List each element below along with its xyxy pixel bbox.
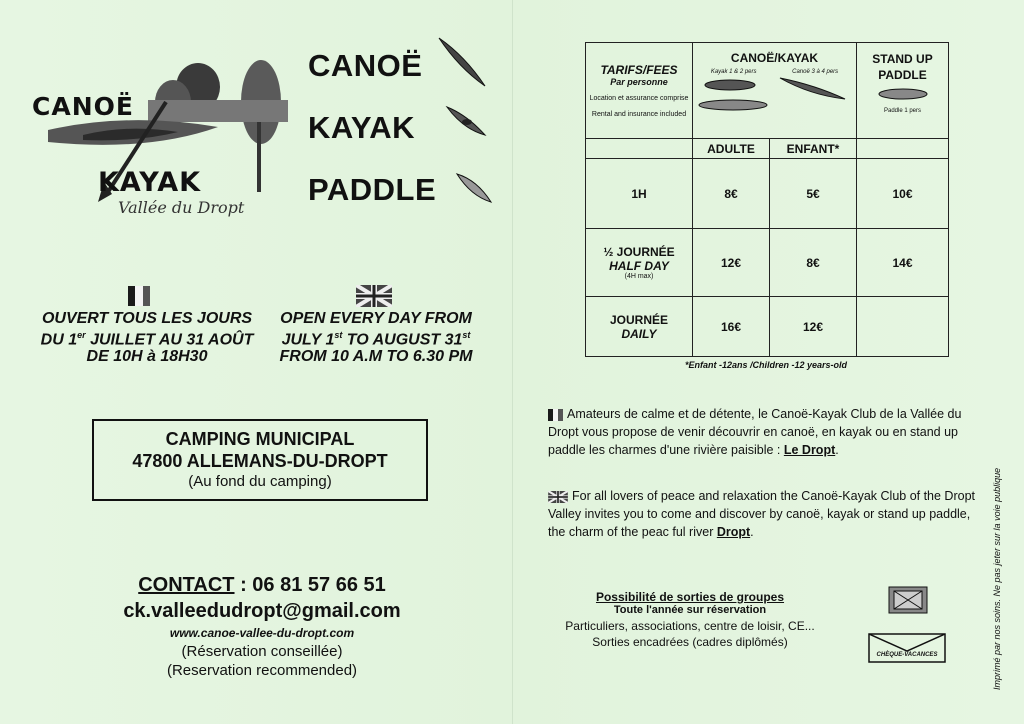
kayak-boat-icon	[445, 105, 490, 140]
opening-en-line3: FROM 10 A.M TO 6.30 PM	[279, 348, 473, 366]
ancv-logo-icon	[888, 586, 928, 614]
sub-canoe-pers: Canoë 3 à 4 pers	[792, 69, 839, 75]
boats-icon	[695, 75, 855, 115]
opening-fr-line2: DU 1er JUILLET AU 31 AOÛT	[40, 330, 254, 349]
opening-hours-en	[262, 310, 490, 365]
table-header-row	[586, 43, 949, 139]
table-footnote: *Enfant -12ans /Children -12 years-old	[684, 360, 848, 370]
table-row	[586, 297, 949, 357]
col-paddle-empty	[857, 139, 949, 159]
price-adult: 16€	[693, 297, 770, 357]
opening-hours-fr	[32, 310, 262, 365]
price-child: 8€	[770, 229, 857, 297]
opening-en-line1: OPEN EVERY DAY FROM	[280, 310, 472, 327]
row-label: 1H	[586, 159, 693, 229]
uk-flag-icon	[356, 285, 392, 307]
envelope-icon	[868, 633, 946, 663]
table-age-row	[586, 139, 949, 159]
french-flag-small-icon	[548, 409, 563, 421]
opening-fr-line1: OUVERT TOUS LES JOURS	[41, 310, 253, 327]
logo-subtitle: Vallée du Dropt	[118, 198, 245, 217]
contact-phone[interactable]: : 06 81 57 66 51	[234, 574, 386, 596]
price-paddle: 10€	[857, 159, 949, 229]
cheque-vacances-logo	[868, 633, 946, 663]
opening-fr-line3: DE 10H à 18H30	[86, 348, 208, 366]
header-paddle-title: STAND UP PADDLE	[872, 52, 933, 82]
river-link-fr: Le Dropt	[783, 443, 836, 457]
camping-postcode-town: 47800 ALLEMANS-DU-DROPT	[132, 451, 388, 471]
description-fr: Amateurs de calme et de détente, le Canoë-Kayak Club de la Vallée du Dropt vous propose de venir découvrir en canoë, en kayak ou en stand up paddle les charmes d'une rivière paisible : Le Dropt.	[548, 407, 962, 457]
activity-kayak: KAYAK	[308, 110, 416, 145]
groups-line2: Particuliers, associations, centre de loisir, CE...	[565, 619, 815, 633]
price-adult: 8€	[693, 159, 770, 229]
contact-email[interactable]: ck.valleedudropt@gmail.com	[123, 600, 401, 622]
price-child: 5€	[770, 159, 857, 229]
camping-address-box	[92, 419, 428, 501]
price-paddle	[857, 297, 949, 357]
cheque-vacances-label: CHÈQUE-VACANCES	[876, 652, 938, 658]
row-label: ½ JOURNÉE HALF DAY (4H max)	[586, 229, 693, 297]
header-fees	[586, 43, 693, 139]
age-row-empty	[586, 139, 693, 159]
opening-en-line2: JULY 1st TO AUGUST 31st	[281, 330, 471, 349]
row-label: JOURNÉE DAILY	[586, 297, 693, 357]
header-paddle	[857, 43, 949, 139]
col-adult: ADULTE	[693, 139, 770, 159]
price-adult: 12€	[693, 229, 770, 297]
side-print-note: Imprimé par nos soins. Ne pas jeter sur la voie publique	[992, 467, 1002, 690]
contact-block	[60, 572, 464, 680]
contact-label: CONTACT	[138, 574, 235, 596]
sub-kayak-pers: Kayak 1 & 2 pers	[710, 69, 757, 75]
groups-block	[540, 590, 840, 649]
activity-canoe: CANOË	[308, 48, 423, 83]
groups-line3: Sorties encadrées (cadres diplômés)	[592, 635, 788, 649]
contact-website[interactable]: www.canoe-vallee-du-dropt.com	[169, 626, 355, 640]
reservation-fr: (Réservation conseillée)	[181, 643, 343, 660]
groups-line1: Toute l'année sur réservation	[613, 604, 767, 616]
header-note-en: Rental and insurance included	[591, 111, 687, 118]
reservation-en: (Reservation recommended)	[166, 662, 358, 679]
price-child: 12€	[770, 297, 857, 357]
col-child: ENFANT*	[770, 139, 857, 159]
header-canoe-kayak	[693, 43, 857, 139]
paddle-icon	[873, 83, 933, 105]
groups-title: Possibilité de sorties de groupes	[595, 590, 785, 604]
river-link-en: Dropt	[716, 525, 751, 539]
contact-phone-line	[60, 572, 464, 598]
canoe-boat-icon	[435, 36, 490, 91]
header-fees-title: TARIFS/FEES	[600, 63, 678, 77]
sub-paddle-pers: Paddle 1 pers	[883, 108, 922, 114]
header-per-person: Par personne	[610, 77, 668, 87]
table-row	[586, 159, 949, 229]
fees-table	[585, 42, 949, 357]
fold-line	[512, 0, 513, 724]
club-logo	[28, 42, 288, 222]
description-en: For all lovers of peace and relaxation the Canoë-Kayak Club of the Dropt Valley invites you to come and discover by canoë, kayak or stand up paddle, the charm of the peac ful river Dropt.	[548, 489, 976, 539]
paddle-board-icon	[455, 172, 495, 207]
logo-text-kayak: KAYAK	[98, 167, 202, 198]
camping-location-note: (Au fond du camping)	[188, 473, 332, 490]
table-row	[586, 229, 949, 297]
activity-paddle: PADDLE	[308, 172, 437, 207]
uk-flag-small-icon	[548, 491, 568, 503]
camping-name: CAMPING MUNICIPAL	[165, 429, 355, 449]
price-paddle: 14€	[857, 229, 949, 297]
header-note-fr: Location et assurance comprise	[589, 95, 689, 102]
header-canoe-kayak-title: CANOË/KAYAK	[730, 51, 819, 65]
french-flag-icon	[128, 286, 150, 306]
logo-text-canoe: CANOË	[32, 92, 134, 121]
